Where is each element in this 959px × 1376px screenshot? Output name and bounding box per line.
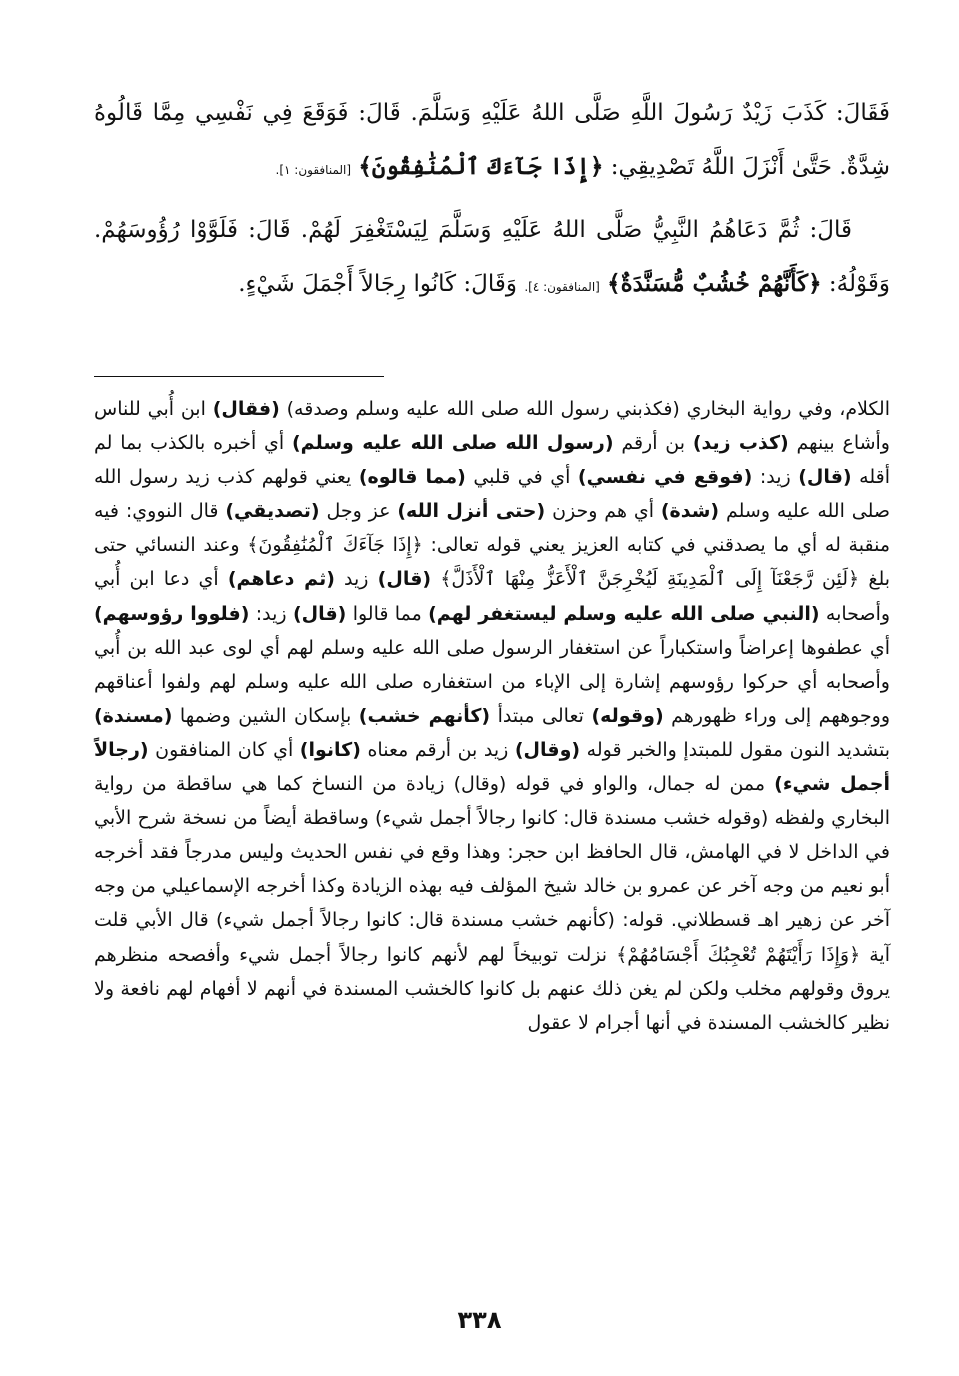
page-number: ٣٣٨ — [457, 1306, 502, 1334]
commentary-lemma: (فلووا رؤوسهم) — [94, 602, 250, 625]
footnote-divider — [94, 376, 384, 377]
commentary-lemma: (قال) — [377, 568, 432, 591]
hadith-text — [94, 86, 890, 314]
commentary-lemma: (فقال) — [212, 398, 280, 420]
commentary-lemma: (كأنهم خشب) — [358, 704, 491, 727]
commentary-lemma: (كانوا) — [299, 738, 361, 761]
commentary-lemma: (شدة) — [660, 500, 720, 523]
commentary — [94, 392, 890, 1040]
commentary-lemma: (وقوله) — [591, 704, 664, 727]
commentary-lemma: (النبي صلى الله عليه وسلم ليستغفر لهم) — [428, 602, 820, 625]
commentary-lemma: (تصديقي) — [225, 500, 320, 523]
hadith-paragraph-2 — [94, 203, 890, 314]
quran-quote-munafiqun-4: ﴿كَأَنَّهُمْ خُشُبٌ مُّسَنَّدَةٌ﴾ — [607, 270, 822, 297]
quran-quote-munafiqun-1: ﴿إِذَا جَآءَكَ ٱلْمُنَٰفِقُونَ﴾ — [358, 153, 604, 180]
commentary-lemma: (وقال) — [514, 738, 581, 761]
commentary-lemma: (رجالاً أجمل شيء) — [94, 738, 890, 796]
hadith-p2-text: قَالَ: ثُمَّ دَعَاهُمُ النَّبِيُّ صَلَّى اللهُ عَلَيْهِ وَسَلَّمَ لِيَسْتَغْفِرَ لَهُمْ. قَالَ: فَلَوَّوْا رُؤُوسَهُمْ. وَقَوْلُهُ: — [94, 217, 890, 297]
commentary-lemma: (كذب زيد) — [692, 432, 789, 455]
commentary-paragraph: الكلام، وفي رواية البخاري (فكذبني رسول الله صلى الله عليه وسلم وصدقه) (فقال) ابن أُبي للناس وأشاع بينهم (كذب زيد) بن أرقم (رسول الله صلى الله عليه وسلم) أي أخبره بالكذب بما لم أقله (قال) زيد: (فوقع في نفسي) أي في قلبي (مما قالوه) يعني قولهم كذب زيد رسول الله صلى الله عليه وسلم (شدة) أي هم وحزن (حتى أنزل الله) عز وجل (تصديقي) قال النووي: فيه منقبة له أي ما يصدقني في كتابه العزيز يعني قوله تعالى: ﴿إِذَا جَآءَكَ ٱلْمُنَٰفِقُونَ﴾ وعند النسائي حتى بلغ ﴿لَئِن رَّجَعْنَآ إِلَى ٱلْمَدِينَةِ لَيُخْرِجَنَّ ٱلْأَعَزُّ مِنْهَا ٱلْأَذَلَّ﴾ (قال) زيد (ثم دعاهم) أي دعا ابن أُبي وأصحابه (النبي صلى الله عليه وسلم ليستغفر لهم) مما قالوا (قال) زيد: (فلووا رؤوسهم) أي عطفوها إعراضاً واستكباراً عن استغفار الرسول صلى الله عليه وسلم لهم أي لوى عبد الله بن أُبي وأصحابه أي حركوا رؤوسهم إشارة إلى الإباء من استغفاره صلى الله عليه وسلم لهم ولفوا أعناقهم ووجوههم إلى وراء ظهورهم (وقوله) تعالى مبتدأ (كأنهم خشب) بإسكان الشين وضمها (مسندة) بتشديد النون مقول للمبتدإ والخبر قوله (وقال) زيد بن أرقم معناه (كانوا) أي كان المنافقون (رجالاً أجمل شيء) ممن له جمال، والواو في قوله (وقال) زيادة من النساخ كما هي ساقطة من رواية البخاري ولفظه (وقوله خشب مسندة قال: كانوا رجالاً أجمل شيء) وساقطة أيضاً من نسخة شرح الأبي في الداخل لا في الهامش، قال الحافظ ابن حجر: وهذا وقع في نفس الحديث وليس مدرجاً فقد أخرجه أبو نعيم من وجه آخر عن عمرو بن خالد شيخ المؤلف فيه بهذه الزيادة وكذا أخرجه الإسماعيلي من وجه آخر عن زهير اهـ قسطلاني. قوله: (كأنهم خشب مسندة قال: كانوا رجالاً أجمل شيء) قال الأبي قلت آية ﴿وَإِذَا رَأَيْتَهُمْ تُعْجِبُكَ أَجْسَامُهُمْ﴾ نزلت توبيخاً لهم لأنهم كانوا رجالاً أجمل شيء وأفصحه منظرهم يروق وقولهم مخلب ولكن لم يغن ذلك عنهم بل كانوا كالخشب المسندة في أنهم لا أفهام لهم نافعة ولا نظير كالخشب المسندة في أنها أجرام لا عقول — [94, 398, 891, 1034]
quran-citation-2: [المنافقون: ٤]. — [524, 280, 600, 294]
commentary-lemma: (رسول الله صلى الله عليه وسلم) — [292, 432, 614, 455]
commentary-lemma: (حتى أنزل الله) — [397, 500, 546, 523]
quran-citation-1: [المنافقون: ١]. — [275, 163, 352, 177]
hadith-paragraph-1 — [94, 86, 890, 197]
hadith-p1-text: فَقَالَ: كَذَبَ زَيْدٌ رَسُولَ اللَّهِ صَلَّى اللهُ عَلَيْهِ وَسَلَّمَ. قَالَ: فَوَقَعَ فِي نَفْسِي مِمَّا قَالُوهُ شِدَّةٌ. حَتَّىٰ أَنْزَلَ اللَّهُ تَصْدِيقِي: — [94, 100, 890, 180]
hadith-p2-text-after: وَقَالَ: كَانُوا رِجَالاً أَجْمَلَ شَيْءٍ. — [238, 271, 517, 297]
commentary-lemma: (مما قالوه) — [358, 466, 466, 489]
commentary-lemma: (قال) — [292, 602, 347, 625]
commentary-lemma: (مسندة) — [94, 704, 173, 727]
commentary-lemma: (ثم دعاهم) — [227, 568, 335, 591]
commentary-lemma: (فوقع في نفسي) — [577, 466, 753, 489]
commentary-lemma: (قال) — [798, 466, 852, 489]
